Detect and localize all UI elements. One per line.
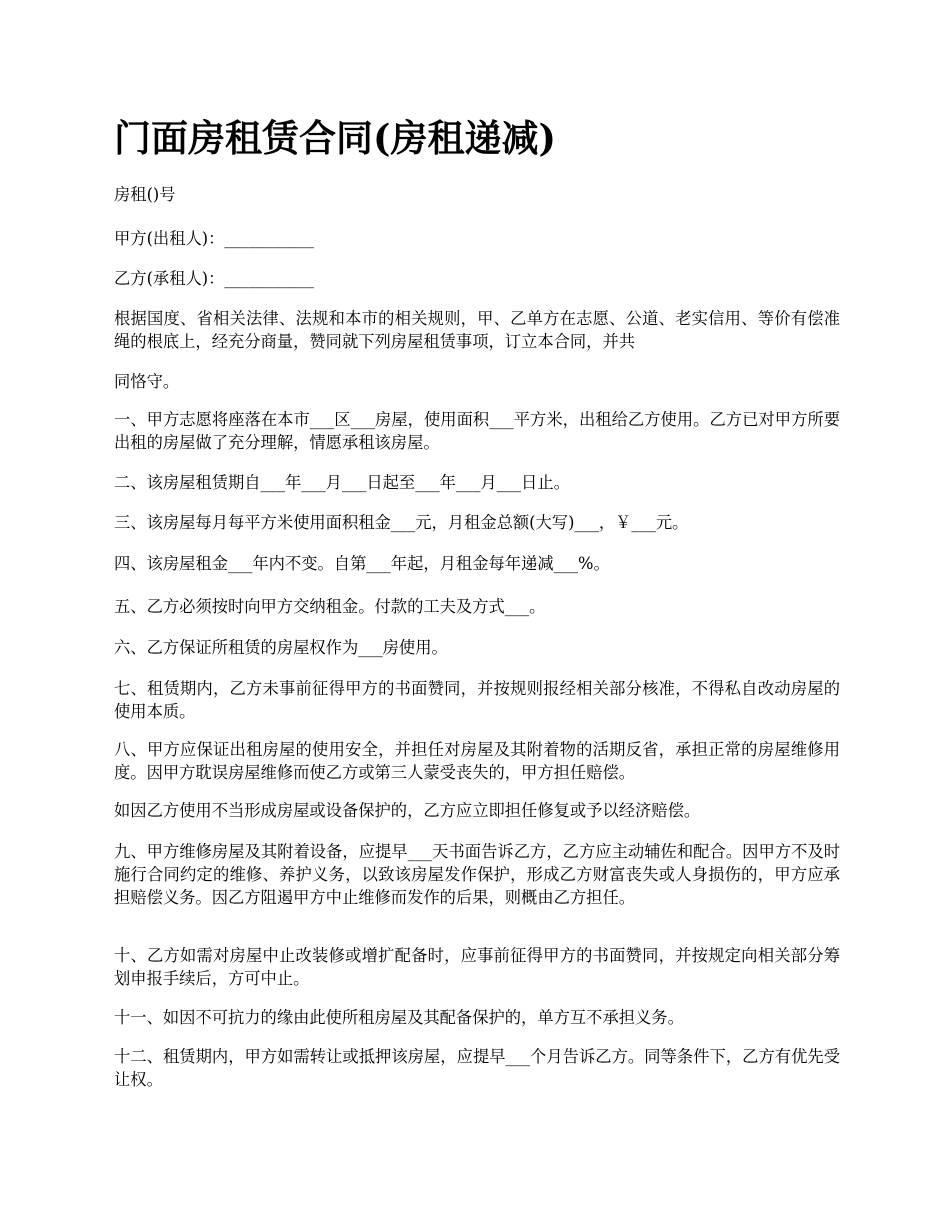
document-title: 门面房租赁合同(房租递减) [114, 116, 557, 160]
party-a-line: 甲方(出租人)：___________ [114, 229, 314, 248]
clause-3: 三、该房屋每月每平方米使用面积租金___元，月租金总额(大写)___，￥___元。 [114, 513, 689, 532]
clause-4: 四、该房屋租金___年内不变。自第___年起，月租金每年递减___%。 [114, 554, 610, 573]
clause-10: 十、乙方如需对房屋中止改装修或增扩配备时，应事前征得甲方的书面赞同，并按规定向相关部分筹划申报手续后，方可中止。 [114, 946, 840, 988]
clause-7: 七、租赁期内，乙方未事前征得甲方的书面赞同，并按规则报经相关部分核准，不得私自改动房屋的使用本质。 [114, 679, 840, 721]
clause-12: 十二、租赁期内，甲方如需转让或抵押该房屋，应提早___个月告诉乙方。同等条件下，乙方有优先受让权。 [114, 1047, 840, 1089]
contract-number: 房租()号 [114, 185, 176, 204]
clause-5: 五、乙方必须按时向甲方交纳租金。付款的工夫及方式___。 [114, 597, 546, 616]
clause-2: 二、该房屋租赁期自___年___月___日起至___年___月___日止。 [114, 473, 570, 492]
clause-8: 八、甲方应保证出租房屋的使用安全，并担任对房屋及其附着物的活期反省，承担正常的房屋维修用度。因甲方耽误房屋维修而使乙方或第三人蒙受丧失的，甲方担任赔偿。 [114, 740, 840, 782]
preamble-continuation: 同恪守。 [114, 372, 180, 391]
clause-6: 六、乙方保证所租赁的房屋权作为___房使用。 [114, 638, 448, 657]
clause-11: 十一、如因不可抗力的缘由此使所租房屋及其配备保护的，单方互不承担义务。 [114, 1008, 684, 1027]
party-b-line: 乙方(承租人)：___________ [114, 269, 314, 288]
preamble-paragraph: 根据国度、省相关法律、法规和本市的相关规则，甲、乙单方在志愿、公道、老实信用、等价有偿准绳的根底上，经充分商量，赞同就下列房屋租赁事项，订立本合同，并共 [114, 309, 840, 351]
clause-8-supplement: 如因乙方使用不当形成房屋或设备保护的，乙方应立即担任修复或予以经济赔偿。 [114, 801, 701, 820]
clause-9: 九、甲方维修房屋及其附着设备，应提早___天书面告诉乙方，乙方应主动辅佐和配合。因甲方不及时施行合同约定的维修、养护义务，以致该房屋发作保护，形成乙方财富丧失或人身损伤的，甲方应承担赔偿义务。因乙方阻遏甲方中止维修而发作的后果，则概由乙方担任。 [114, 842, 840, 907]
clause-1: 一、甲方志愿将座落在本市___区___房屋，使用面积___平方米，出租给乙方使用。乙方已对甲方所要出租的房屋做了充分理解，情愿承租该房屋。 [114, 410, 840, 452]
